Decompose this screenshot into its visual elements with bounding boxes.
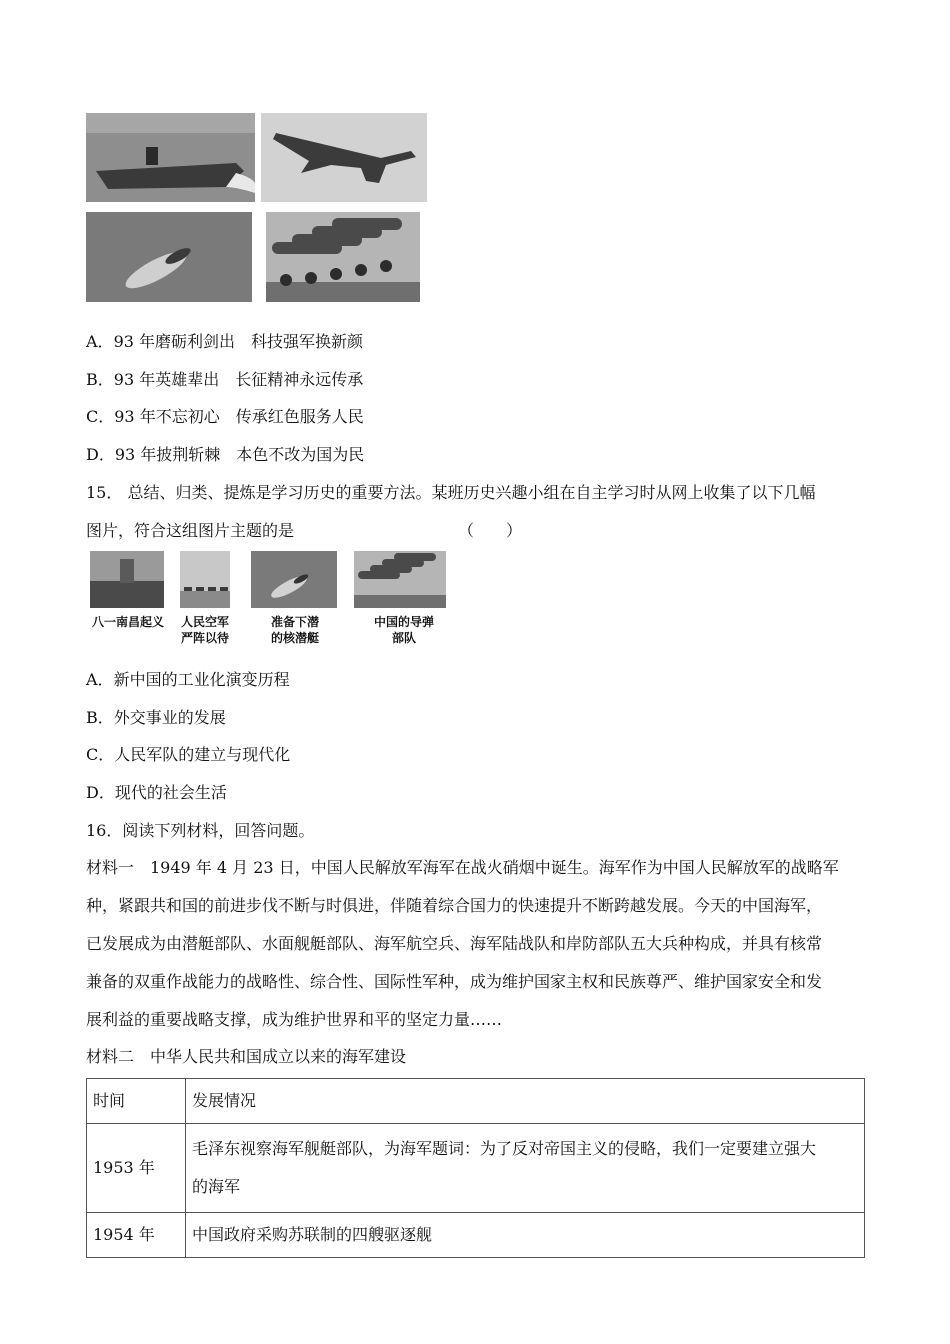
- table-row: [87, 1124, 865, 1213]
- table-cell-text: 中国政府采购苏联制的四艘驱逐舰: [186, 1213, 865, 1258]
- material1-line: 材料一 1949 年 4 月 23 日，中国人民解放军海军在战火硝烟中诞生。海军作为中国人民解放军的战略军: [86, 858, 839, 877]
- caption-line: 准备下潜: [270, 615, 319, 629]
- table-cell-year: 1954 年: [87, 1213, 186, 1258]
- table-cell-text: [186, 1124, 865, 1213]
- caption-line: 严阵以待: [180, 631, 229, 645]
- caption-air-force: [170, 614, 240, 646]
- option-text: 93 年披荆斩棘 本色不改为国为民: [114, 445, 365, 464]
- caption-nanchang: [84, 614, 172, 630]
- option-text: 新中国的工业化演变历程: [113, 670, 290, 689]
- caption-line: 的核潜艇: [270, 631, 319, 645]
- air-force-photo: [180, 551, 230, 608]
- option-letter: A．: [86, 670, 114, 689]
- table-header: 时间: [87, 1079, 186, 1124]
- table-cell-year: 1953 年: [87, 1124, 186, 1213]
- q15-option-a: [86, 670, 290, 690]
- option-letter: C．: [86, 745, 115, 764]
- caption-line: 中国的导弹: [373, 615, 434, 629]
- q14-option-c: [86, 407, 364, 427]
- material1-line: 兼备的双重作战能力的战略性、综合性、国际性军种，成为维护国家主权和民族尊严、维护国家安全和发: [86, 972, 823, 991]
- table-cell-line: 毛泽东视察海军舰艇部队，为海军题词：为了反对帝国主义的侵略，我们一定要建立强大: [192, 1139, 817, 1158]
- option-letter: D．: [86, 445, 115, 464]
- missile-unit-photo: [354, 551, 446, 608]
- option-letter: D．: [86, 783, 115, 802]
- caption-missile: [358, 614, 450, 646]
- q15-stem-line2: 图片，符合这组图片主题的是: [86, 521, 295, 540]
- material1-line: 展利益的重要战略支撑，成为维护世界和平的坚定力量……: [86, 1010, 503, 1029]
- material1-line: 已发展成为由潜艇部队、水面舰艇部队、海军航空兵、海军陆战队和岸防部队五大兵种构成，并具有核常: [86, 934, 823, 953]
- q14-option-a: [86, 332, 363, 352]
- q16-title: 16．阅读下列材料，回答问题。: [86, 821, 315, 840]
- table-header: 发展情况: [186, 1079, 865, 1124]
- q15-option-d: [86, 783, 227, 803]
- caption-line: 部队: [391, 631, 416, 645]
- option-text: 93 年英雄辈出 长征精神永远传承: [113, 370, 364, 389]
- option-letter: C．: [86, 407, 115, 426]
- navy-history-table: [86, 1078, 865, 1258]
- caption-line: 八一南昌起义: [91, 615, 164, 629]
- caption-submarine: [252, 614, 338, 646]
- option-text: 93 年磨砺利剑出 科技强军换新颜: [113, 332, 364, 351]
- table-cell-line: 的海军: [192, 1177, 241, 1196]
- q14-option-b: [86, 370, 363, 390]
- aircraft-carrier-photo: [86, 113, 255, 202]
- table-row: [87, 1213, 865, 1258]
- option-letter: A．: [86, 332, 114, 351]
- material2-title: 材料二 中华人民共和国成立以来的海军建设: [86, 1047, 407, 1066]
- fighter-jet-photo: [261, 113, 427, 202]
- q15-option-c: [86, 745, 290, 765]
- q15-stem-line1: 15． 总结、归类、提炼是学习历史的重要方法。某班历史兴趣小组在自主学习时从网上收集了以下几幅: [86, 483, 816, 502]
- table-header-row: [87, 1079, 865, 1124]
- q14-option-d: [86, 445, 364, 465]
- submarine-photo: [86, 212, 252, 302]
- option-text: 人民军队的建立与现代化: [114, 745, 291, 764]
- option-letter: B．: [86, 708, 114, 727]
- missile-trucks-photo: [266, 212, 420, 302]
- material1-line: 种，紧跟共和国的前进步伐不断与时俱进，伴随着综合国力的快速提升不断跨越发展。今天的中国海军，: [86, 896, 823, 915]
- option-text: 现代的社会生活: [114, 783, 227, 802]
- caption-line: 人民空军: [180, 615, 229, 629]
- option-letter: B．: [86, 370, 114, 389]
- q15-option-b: [86, 708, 226, 728]
- nuclear-submarine-photo: [251, 551, 337, 608]
- option-text: 93 年不忘初心 传承红色服务人民: [114, 407, 364, 426]
- nanchang-uprising-photo: [90, 551, 164, 608]
- option-text: 外交事业的发展: [113, 708, 226, 727]
- q15-answer-bracket: （ ）: [458, 521, 523, 540]
